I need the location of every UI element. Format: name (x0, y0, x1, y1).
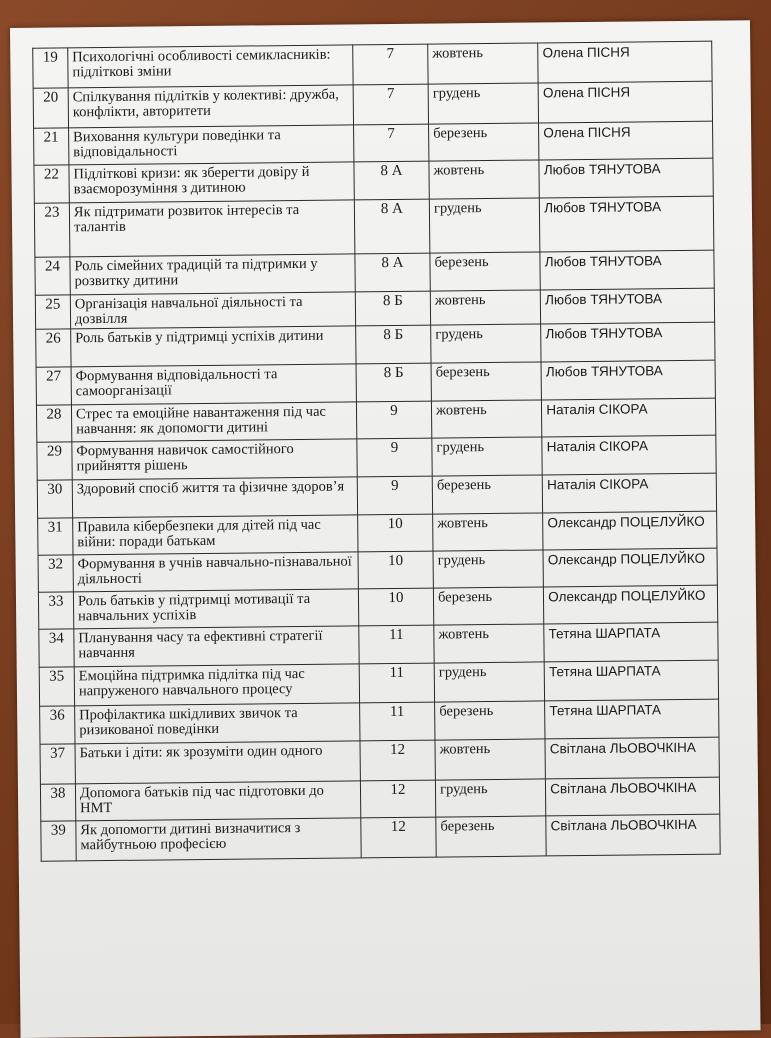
class-grade: 7 (353, 124, 429, 162)
class-grade: 9 (357, 438, 433, 477)
meeting-month: грудень (429, 198, 540, 253)
meeting-topic: Стрес та емоційне навантаження під час навчання: як допомогти дитині (71, 402, 356, 442)
responsible-teacher: Світлана ЛЬОВОЧКІНА (546, 814, 720, 856)
responsible-teacher: Світлана ЛЬОВОЧКІНА (545, 737, 719, 779)
class-grade: 11 (359, 663, 435, 703)
class-grade: 8 Б (356, 325, 432, 364)
meeting-month: грудень (432, 437, 543, 476)
responsible-teacher: Любов ТЯНУТОВА (539, 158, 713, 198)
table-row (34, 196, 714, 257)
class-grade: 8 Б (356, 363, 432, 402)
meeting-topic: Профілактика шкідливих звичок та ризикованої поведінки (75, 703, 360, 744)
meeting-month: жовтень (430, 290, 541, 325)
class-grade: 9 (356, 401, 432, 439)
meeting-topic: Роль батьків у підтримці мотивації та навчальних успіхів (73, 589, 358, 629)
meeting-topic: Здоровий спосіб життя та фізичне здоров’я (72, 477, 357, 518)
class-grade: 8 А (354, 199, 430, 254)
class-grade: 7 (353, 44, 429, 85)
row-number: 30 (37, 480, 72, 518)
meeting-month: березень (431, 362, 542, 401)
responsible-teacher: Тетяна ШАРПАТА (545, 699, 719, 739)
responsible-teacher: Наталія СІКОРА (542, 398, 716, 437)
responsible-teacher: Олена ПІСНЯ (538, 41, 712, 83)
row-number: 31 (38, 518, 73, 555)
responsible-teacher: Любов ТЯНУТОВА (540, 196, 714, 252)
meetings-table (32, 41, 720, 862)
responsible-teacher: Любов ТЯНУТОВА (541, 322, 715, 362)
meeting-topic: Формування навичок самостійного прийняття рішень (72, 439, 357, 480)
responsible-teacher: Олександр ПОЦЕЛУЙКО (544, 585, 718, 624)
meeting-month: жовтень (435, 739, 546, 780)
row-number: 39 (41, 821, 76, 861)
responsible-teacher: Олена ПІСНЯ (538, 81, 712, 123)
class-grade: 11 (359, 625, 435, 664)
meeting-topic: Роль сімейних традицій та підтримки у розвитку дитини (70, 254, 355, 295)
row-number: 21 (34, 128, 69, 165)
class-grade: 10 (358, 551, 434, 589)
meeting-month: жовтень (432, 400, 543, 438)
meeting-topic: Психологічні особливості семикласників: підліткові зміни (68, 45, 353, 88)
table-row (33, 41, 712, 88)
meeting-month: березень (433, 587, 544, 625)
row-number: 37 (40, 744, 75, 784)
meeting-topic: Правила кібербезпеки для дітей під час війни: поради батькам (73, 515, 358, 555)
class-grade: 12 (360, 740, 436, 781)
meeting-topic: Спілкування підлітків у колективі: дружба, конфлікти, авторитети (68, 85, 353, 128)
row-number: 33 (38, 592, 73, 629)
meeting-month: жовтень (429, 160, 540, 199)
class-grade: 7 (353, 84, 429, 125)
meeting-month: березень (436, 816, 547, 857)
meeting-month: грудень (428, 83, 539, 124)
responsible-teacher: Наталія СІКОРА (542, 435, 716, 475)
class-grade: 8 Б (355, 291, 431, 326)
responsible-teacher: Наталія СІКОРА (542, 473, 716, 513)
meeting-month: грудень (433, 550, 544, 588)
class-grade: 12 (361, 817, 437, 858)
meeting-topic: Емоційна підтримка підлітка під час напруженого навчального процесу (74, 664, 359, 706)
meeting-topic: Батьки і діти: як зрозуміти один одного (75, 741, 360, 784)
meeting-topic: Планування часу та ефективні стратегії навчання (74, 626, 359, 667)
paper-sheet (10, 20, 761, 1038)
table-row (41, 814, 720, 861)
meeting-topic: Формування відповідальності та самоорганізації (71, 364, 356, 405)
meeting-month: грудень (434, 662, 545, 702)
meeting-month: березень (429, 123, 540, 161)
row-number: 32 (38, 555, 73, 592)
meeting-topic: Допомога батьків під час підготовки до НМТ (75, 781, 360, 821)
row-number: 20 (33, 88, 68, 128)
responsible-teacher: Олександр ПОЦЕЛУЙКО (543, 548, 717, 587)
responsible-teacher: Олена ПІСНЯ (539, 121, 713, 160)
responsible-teacher: Світлана ЛЬОВОЧКІНА (546, 777, 720, 816)
class-grade: 8 А (355, 253, 431, 292)
row-number: 34 (39, 629, 74, 667)
class-grade: 9 (357, 476, 433, 515)
responsible-teacher: Тетяна ШАРПАТА (544, 622, 718, 662)
table-row (40, 737, 719, 784)
meeting-topic: Формування в учнів навчально-пізнавальної діяльності (73, 552, 358, 592)
responsible-teacher: Любов ТЯНУТОВА (541, 288, 715, 324)
row-number: 36 (40, 706, 75, 744)
responsible-teacher: Любов ТЯНУТОВА (540, 250, 714, 290)
row-number: 19 (33, 48, 68, 88)
meeting-topic: Виховання культури поведінки та відповідальності (69, 125, 354, 165)
row-number: 28 (36, 405, 71, 442)
class-grade: 12 (360, 780, 436, 818)
row-number: 38 (40, 784, 75, 821)
responsible-teacher: Любов ТЯНУТОВА (541, 360, 715, 400)
class-grade: 11 (359, 702, 435, 741)
meeting-topic: Як підтримати розвиток інтересів та талантів (69, 200, 354, 257)
class-grade: 10 (358, 588, 434, 626)
row-number: 35 (39, 667, 74, 706)
meeting-month: жовтень (433, 513, 544, 551)
responsible-teacher: Тетяна ШАРПАТА (544, 660, 718, 701)
row-number: 23 (34, 203, 70, 257)
meeting-month: жовтень (434, 624, 545, 663)
meeting-month: грудень (431, 324, 542, 363)
row-number: 24 (35, 257, 70, 295)
meeting-topic: Організація навчальної діяльності та дозвілля (70, 292, 355, 329)
table-body (33, 41, 720, 861)
meeting-month: грудень (435, 779, 546, 817)
row-number: 26 (36, 329, 71, 367)
meeting-month: березень (430, 252, 541, 291)
table-row (33, 81, 712, 128)
class-grade: 10 (358, 514, 434, 552)
meeting-month: березень (432, 475, 543, 514)
meeting-topic: Роль батьків у підтримці успіхів дитини (71, 326, 356, 367)
meeting-topic: Підліткові кризи: як зберегти довіру й взаєморозуміння з дитиною (69, 162, 354, 203)
meeting-topic: Як допомогти дитині визначитися з майбутньою професією (76, 818, 361, 861)
row-number: 29 (37, 442, 72, 480)
responsible-teacher: Олександр ПОЦЕЛУЙКО (543, 511, 717, 550)
row-number: 22 (34, 165, 69, 203)
meeting-month: жовтень (428, 43, 539, 84)
meeting-month: березень (435, 701, 546, 740)
row-number: 25 (35, 295, 70, 329)
row-number: 27 (36, 367, 71, 405)
class-grade: 8 А (354, 161, 430, 200)
